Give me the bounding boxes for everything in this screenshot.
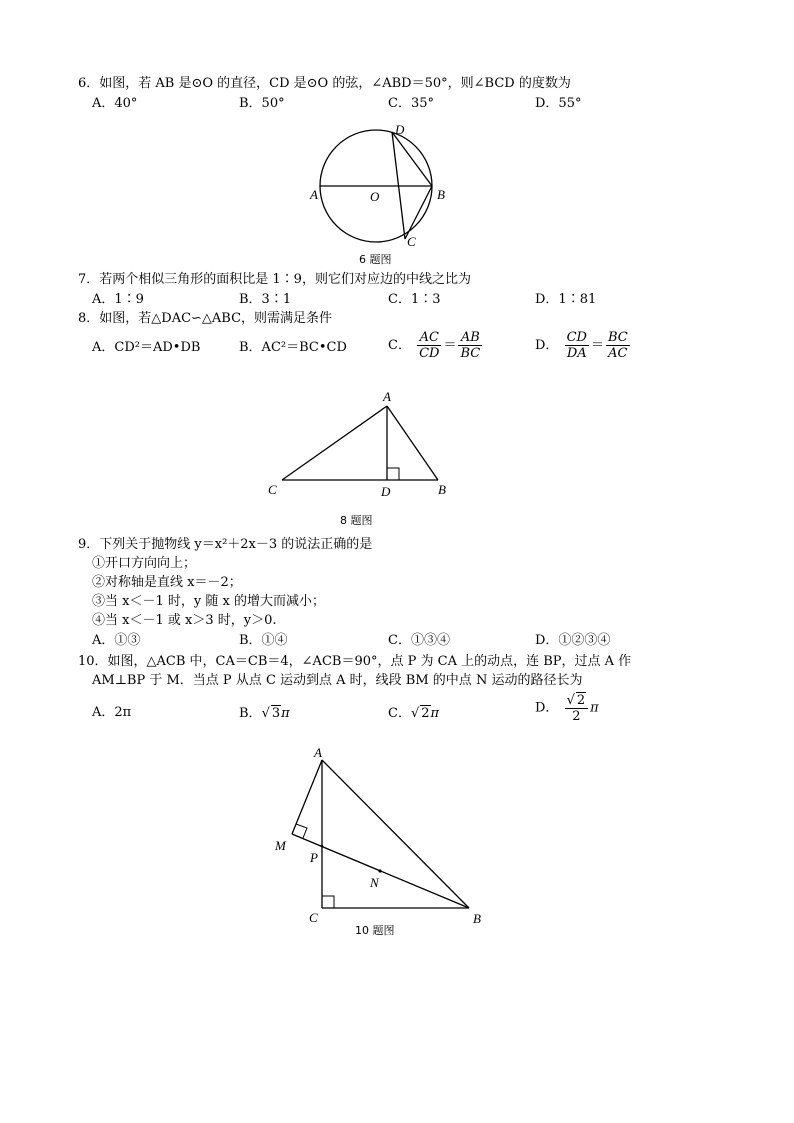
q9-stem: 9．下列关于抛物线 y＝x²＋2x－3 的说法正确的是 <box>78 537 373 552</box>
q7-option-b: B．3∶1 <box>239 292 292 307</box>
q10-label-b: B <box>473 911 481 926</box>
q8-label-c: C <box>268 482 277 497</box>
q8-c-num2: AB <box>458 330 482 346</box>
q8-label-a: A <box>383 389 391 404</box>
q10-b-radical: √ <box>261 706 270 721</box>
q8-option-d-prefix: D． <box>535 338 559 353</box>
q9-item-4: ④当 x＜－1 或 x＞3 时，y＞0. <box>92 613 277 628</box>
q10-d-pi: π <box>590 700 599 716</box>
q8-caption: 8 题图 <box>340 514 373 527</box>
q10-label-c: C <box>309 910 318 925</box>
q10-hypotenuse-ab <box>322 760 469 908</box>
q8-option-c-prefix: C． <box>388 338 411 353</box>
q6-option-a: A．40° <box>92 96 138 111</box>
q6-stem: 6．如图，若 AB 是⊙O 的直径，CD 是⊙O 的弦，∠ABD＝50°，则∠BCD 的度数为 <box>78 76 571 91</box>
q6-option-c: C．35° <box>388 96 434 111</box>
q6-option-d: D．55° <box>535 96 582 111</box>
q9-item-3: ③当 x＜－1 时，y 随 x 的增大而减小； <box>92 594 325 609</box>
q8-label-b: B <box>438 482 446 497</box>
q10-label-n: N <box>370 875 379 890</box>
q10-point-n <box>378 869 381 872</box>
q9-item-1: ①开口方向向上； <box>92 556 197 571</box>
q8-c-den2: BC <box>460 346 481 361</box>
q8-c-num1: AC <box>417 330 441 346</box>
q8-stem: 8．如图，若△DAC∽△ABC，则需满足条件 <box>78 311 333 326</box>
q10-c-prefix: C． <box>388 706 411 721</box>
q6-option-b: B．50° <box>239 96 285 111</box>
q10-b-pi: π <box>281 706 290 721</box>
q6-label-b: B <box>437 187 445 202</box>
q10-point-p <box>321 845 324 848</box>
q7-option-a: A．1∶9 <box>92 292 144 307</box>
q10-b-radicand: 3 <box>271 706 281 721</box>
q10-stem-line2: AM⊥BP 于 M．当点 P 从点 C 运动到点 A 时，线段 BM 的中点 N 运动的路径长为 <box>92 673 583 688</box>
q10-d-prefix: D． <box>535 700 559 716</box>
q10-caption: 10 题图 <box>355 924 395 937</box>
q10-stem-line1: 10．如图，△ACB 中，CA＝CB＝4，∠ACB＝90°，点 P 为 CA 上的动点，连 BP，过点 A 作 <box>78 654 632 669</box>
q10-right-angle-c <box>322 896 334 908</box>
q8-option-b: B．AC²＝BC•CD <box>239 340 347 355</box>
q6-label-o: O <box>370 189 380 204</box>
q9-option-c: C．①③④ <box>388 633 450 648</box>
q6-label-a: A <box>310 187 318 202</box>
q8-option-a: A．CD²＝AD•DB <box>92 340 201 355</box>
q9-option-d: D．①②③④ <box>535 633 611 648</box>
q10-label-m: M <box>275 838 286 853</box>
q8-label-d: D <box>381 484 391 499</box>
q10-c-radical: √ <box>410 706 420 721</box>
q10-b-prefix: B． <box>239 706 262 721</box>
q9-option-b: B．①④ <box>239 633 288 648</box>
q8-c-den1: CD <box>419 346 440 361</box>
q8-d-den1: DA <box>566 346 587 361</box>
q7-stem: 7．若两个相似三角形的面积比是 1∶9，则它们对应边的中线之比为 <box>78 272 471 287</box>
q10-c-pi: π <box>430 706 440 721</box>
q10-segment-am <box>292 760 322 834</box>
q8-d-num1: CD <box>566 330 587 345</box>
q8-d-eq: ＝ <box>590 338 604 353</box>
q10-d-radicand: 2 <box>576 693 586 708</box>
q10-d-den: 2 <box>572 709 581 724</box>
q7-option-c: C．1∶3 <box>388 292 441 307</box>
q10-label-a: A <box>314 745 322 760</box>
q9-item-2: ②对称轴是直线 x＝－2； <box>92 575 242 590</box>
q6-label-c: C <box>407 234 416 249</box>
q10-option-a: A．2π <box>92 705 132 720</box>
q9-option-a: A．①③ <box>92 633 141 648</box>
q7-option-d: D．1∶81 <box>535 292 597 307</box>
q10-c-radicand: 2 <box>421 706 430 721</box>
q6-label-d: D <box>395 122 405 137</box>
q10-d-radical: √ <box>566 693 575 708</box>
q6-caption: 6 题图 <box>359 253 392 266</box>
q10-label-p: P <box>310 850 318 865</box>
q8-c-eq: ＝ <box>443 338 457 353</box>
q8-d-den2: AC <box>608 346 628 361</box>
q8-d-num2: BC <box>607 330 628 345</box>
